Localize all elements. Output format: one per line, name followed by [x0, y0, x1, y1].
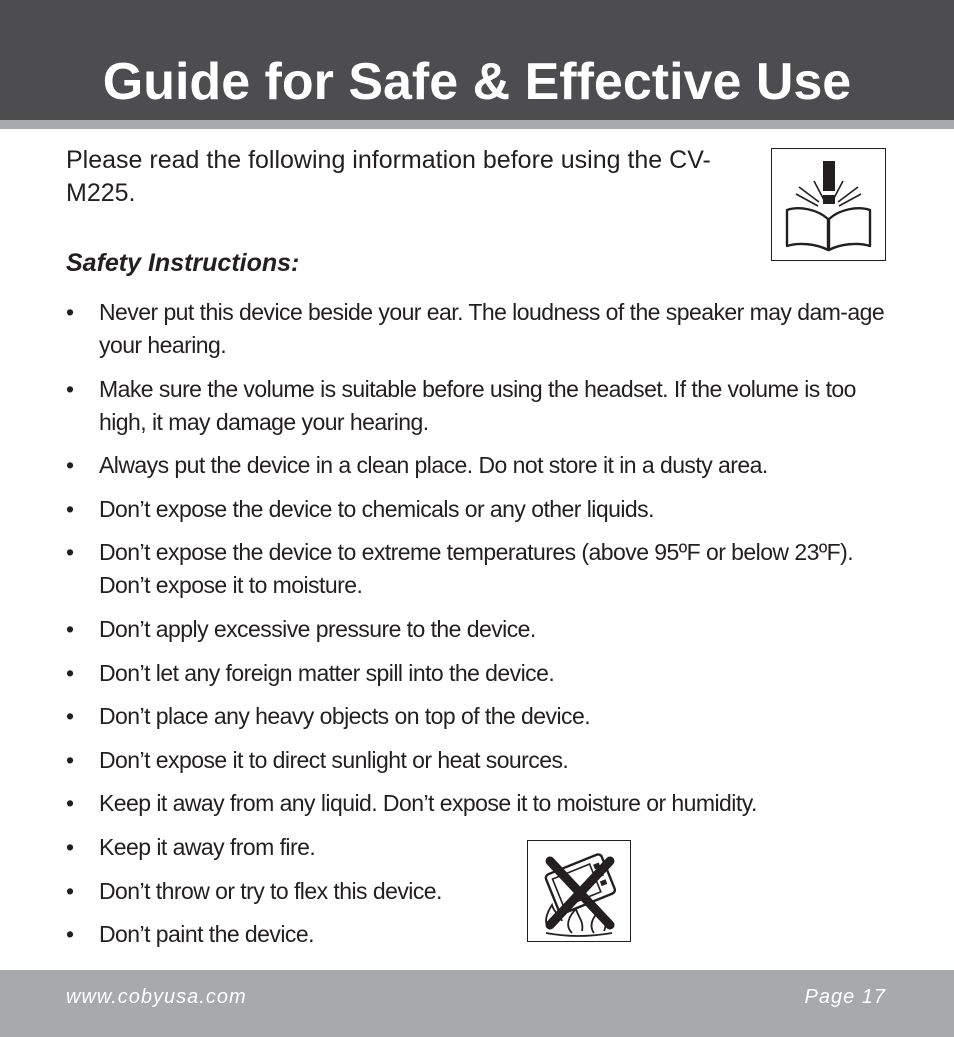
list-item — [66, 373, 896, 439]
footer-url: www.cobyusa.com — [66, 986, 247, 1008]
section-heading: Safety Instructions: — [66, 249, 300, 277]
bullet-glyph: • — [66, 615, 74, 642]
intro-text: Please read the following information before using the CV-M225. — [66, 146, 711, 207]
header-rule — [0, 120, 954, 129]
list-item-text: Never put this device beside your ear. The loudness of the speaker may dam-age your hearing. — [99, 299, 885, 358]
list-item-text: Don’t apply excessive pressure to the device. — [99, 615, 536, 642]
list-item-text: Don’t expose the device to extreme temperatures (above 95ºF or below 23ºF). Don’t expose it to moisture. — [99, 539, 854, 599]
safety-list — [66, 296, 896, 962]
list-item-text: Don’t throw or try to flex this device. — [99, 877, 442, 904]
page-title: Guide for Safe & Effective Use — [102, 53, 852, 111]
bullet-glyph: • — [66, 375, 74, 402]
bullet-glyph: • — [66, 299, 74, 325]
no-fire-icon — [527, 840, 631, 942]
list-item — [66, 449, 896, 482]
list-item-text: Make sure the volume is suitable before using the headset. If the volume is too high, it may damage your hearing. — [99, 375, 856, 435]
bullet-glyph: • — [66, 452, 74, 479]
read-manual-icon — [771, 148, 886, 261]
bullet-glyph: • — [66, 921, 74, 948]
bullet-glyph: • — [66, 833, 74, 860]
list-item-text: Don’t let any foreign matter spill into the device. — [99, 659, 555, 686]
list-item — [66, 296, 896, 362]
list-item — [66, 700, 896, 733]
list-item — [66, 787, 896, 820]
list-item — [66, 831, 896, 864]
list-item-text: Keep it away from fire. — [99, 833, 316, 860]
list-item-text: Keep it away from any liquid. Don’t expose it to moisture or humidity. — [99, 790, 757, 817]
list-item — [66, 657, 896, 690]
list-item — [66, 493, 896, 526]
list-item — [66, 744, 896, 777]
bullet-glyph: • — [66, 790, 74, 817]
list-item — [66, 613, 896, 646]
bullet-glyph: • — [66, 539, 74, 566]
bullet-glyph: • — [66, 877, 74, 904]
page-number: Page 17 — [804, 986, 886, 1008]
list-item — [66, 918, 896, 951]
list-item-text: Don’t place any heavy objects on top of the device. — [99, 703, 591, 730]
bullet-glyph: • — [66, 495, 74, 522]
bullet-glyph: • — [66, 659, 74, 686]
bullet-glyph: • — [66, 746, 74, 773]
bullet-glyph: • — [66, 703, 74, 730]
list-item-text: Don’t expose the device to chemicals or any other liquids. — [99, 495, 654, 522]
list-item-text: Don’t expose it to direct sunlight or heat sources. — [99, 746, 569, 773]
list-item-text: Don’t paint the device. — [99, 921, 314, 948]
list-item — [66, 536, 896, 602]
list-item-text: Always put the device in a clean place. Do not store it in a dusty area. — [99, 452, 768, 479]
list-item — [66, 875, 896, 908]
